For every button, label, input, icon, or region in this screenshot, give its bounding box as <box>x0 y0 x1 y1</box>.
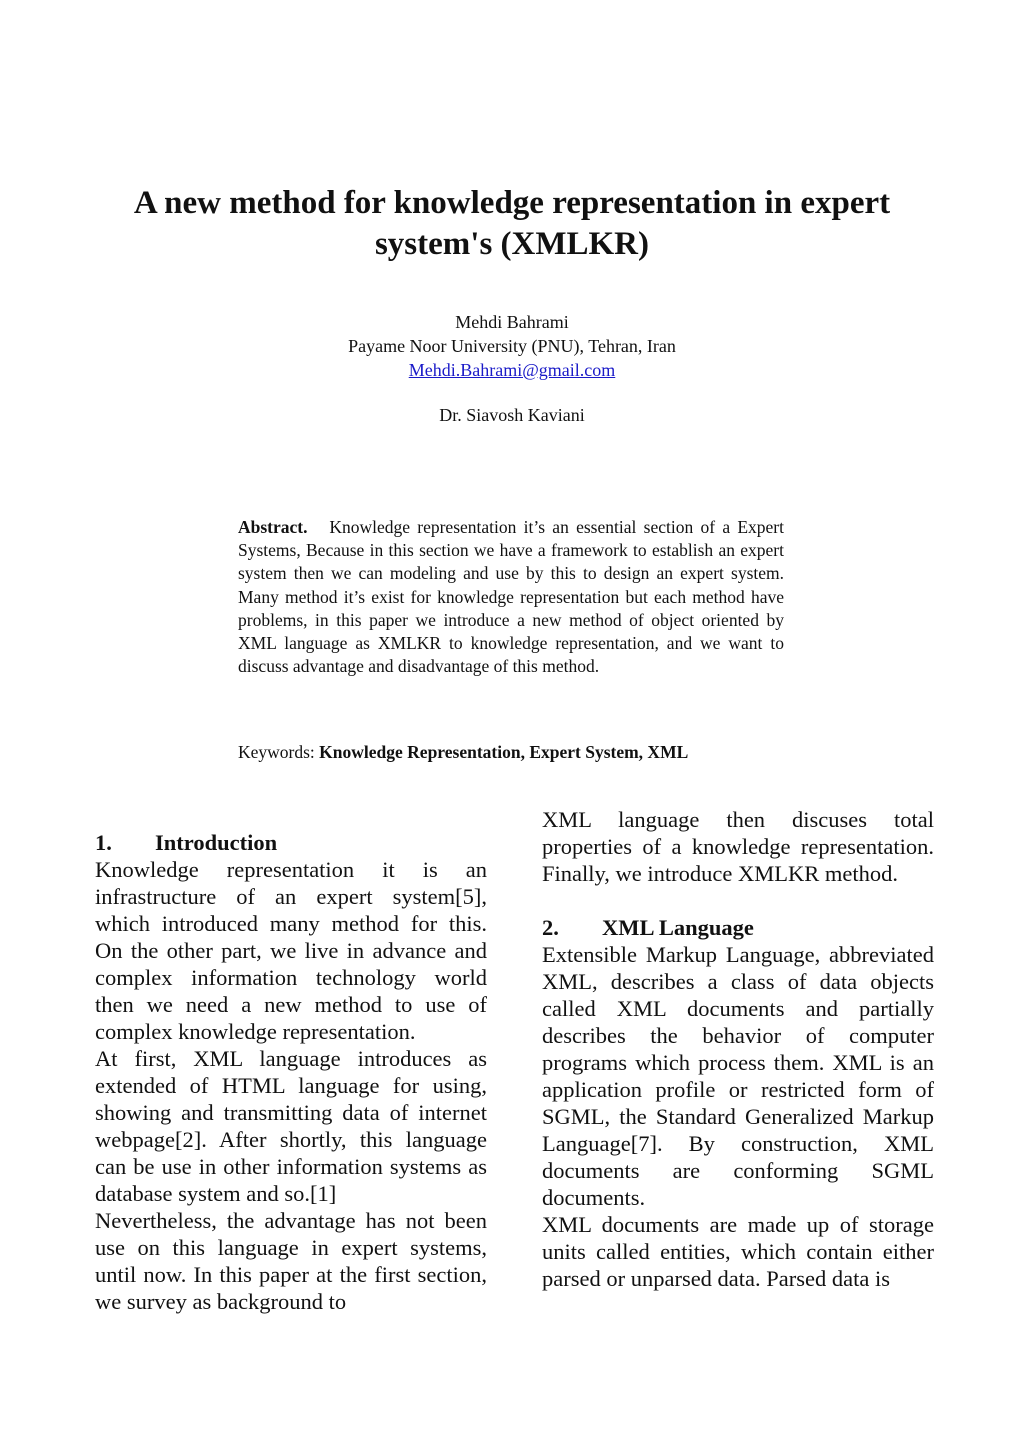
abstract-text: Knowledge representation it’s an essential section of a Expert Systems, Because in this section we have a framework to establish an expert system then we can modeling and use by this to design an expert system. Many method it’s exist for knowledge representation but each method have problems, in this paper we introduce a new method of object oriented by XML language as XMLKR to knowledge representation, and we want to discuss advantage and disadvantage of this method. <box>238 517 784 677</box>
keywords-label: Keywords: <box>238 742 315 762</box>
abstract-label: Abstract. <box>238 517 308 537</box>
author-name: Mehdi Bahrami <box>455 312 569 332</box>
author-email-link[interactable]: Mehdi.Bahrami@gmail.com <box>408 360 616 380</box>
intro-paragraph-1: Knowledge representation it is an infrastructure of an expert system[5], which introduced many method for this. On the other part, we live in advance and complex information technology world then we need a new method to use of complex knowledge representation. <box>95 857 487 1044</box>
keywords <box>238 741 688 764</box>
xml-paragraph-1: Extensible Markup Language, abbreviated XML, describes a class of data objects called XML documents and partially describes the behavior of computer programs which process them. XML is an application profile or restricted form of SGML, the Standard Generalized Markup Language[7]. By construction, XML documents are conforming SGML documents. <box>542 942 934 1210</box>
author-affiliation: Payame Noor University (PNU), Tehran, Iran <box>348 336 676 356</box>
intro-paragraph-3: Nevertheless, the advantage has not been use on this language in expert systems, until now. In this paper at the first section, we survey as background to <box>95 1208 487 1314</box>
keywords-value: Knowledge Representation, Expert System, XML <box>319 742 689 762</box>
right-column <box>542 806 934 1292</box>
author-block <box>0 310 1024 427</box>
section-title: Introduction <box>155 830 278 855</box>
second-author-name: Dr. Siavosh Kaviani <box>439 405 585 425</box>
xml-paragraph-2: XML documents are made up of storage units called entities, which contain either parsed or unparsed data. Parsed data is <box>542 1212 934 1291</box>
section-heading-introduction <box>95 829 487 856</box>
abstract <box>238 516 784 678</box>
section-heading-xml-language <box>542 914 934 941</box>
paper-title: A new method for knowledge representation in expert system's (XMLKR) <box>133 185 891 262</box>
intro-paragraph-4: XML language then discuses total properties of a knowledge representation. Finally, we introduce XMLKR method. <box>542 807 934 886</box>
left-column <box>95 829 487 1315</box>
section-title: XML Language <box>602 915 754 940</box>
intro-paragraph-2: At first, XML language introduces as extended of HTML language for using, showing and transmitting data of internet webpage[2]. After shortly, this language can be use in other information systems as database system and so.[1] <box>95 1046 487 1206</box>
section-number: 2. <box>542 915 559 940</box>
section-number: 1. <box>95 830 112 855</box>
